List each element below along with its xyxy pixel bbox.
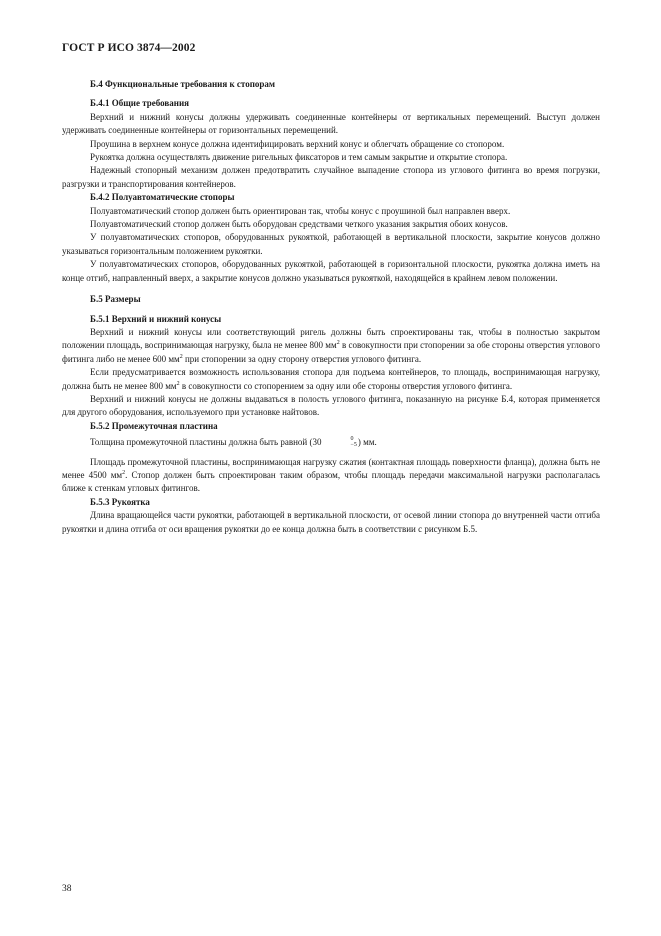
page-number: 38 — [62, 884, 72, 894]
document-body — [62, 78, 600, 536]
section-b51-title: Б.5.1 Верхний и нижний конусы — [90, 313, 222, 324]
paragraph: У полуавтоматических стопоров, оборудованных рукояткой, работающей в горизонтальной плоскости, рукоятка должна иметь на конце отгиб, направленный вверх, а закрытие конусов должно указываться рукояткой, находящейся в крайнем левом положении. — [62, 259, 600, 283]
paragraph: Верхний и нижний конусы или соответствующий ригель должны быть спроектированы так, чтобы в полностью закрытом положении площадь, воспринимающая нагрузку, была не менее 800 $мм^2$ в совокупности при стопорении за обе стороны отверстия углового фитинга либо не менее 600 $мм^2$ при стопорении за одну сторону отверстия углового фитинга. — [62, 326, 600, 364]
document-header: ГОСТ Р ИСО 3874—2002 — [62, 42, 196, 54]
section-b42-title: Б.4.2 Полуавтоматические стопоры — [90, 192, 235, 203]
paragraph: Полуавтоматический стопор должен быть оборудован средствами четкого указания закрытия обоих конусов. — [90, 219, 508, 230]
paragraph: Верхний и нижний конусы должны удерживать соединенные контейнеры от вертикальных перемещений. Выступ должен удерживать соединенные контейнеры от горизонтальных перемещений. — [62, 111, 600, 136]
tolerance: 0 −5 — [350, 436, 357, 449]
section-b4-title: Б.4 Функциональные требования к стопорам — [90, 79, 276, 89]
paragraph: Длина вращающейся части рукоятки, работающей в вертикальной плоскости, от осевой линии стопора до внутренней части отгиба рукоятки и длина отгиба от оси вращения рукоятки до ее конца должна быть в соответствии с рисунком Б.5. — [62, 510, 600, 534]
paragraph: Площадь промежуточной пластины, воспринимающая нагрузку сжатия (контактная площадь поверхности фланца), должна быть не менее 4500 $мм^2$. Стопор должен быть спроектирован таким образом, чтобы площадь передачи максимальной нагрузки располагалась ближе к стенкам угловых фитингов. — [62, 456, 600, 494]
paragraph: Верхний и нижний конусы не должны выдаваться в полость углового фитинга, показанную на рисунке Б.4, которая применяется для другого оборудования, используемого при установке найтовов. — [62, 393, 600, 418]
paragraph: Толщина промежуточной пластины должна быть равной (30 0 −5 ) мм. — [90, 436, 377, 449]
section-b53-title: Б.5.3 Рукоятка — [90, 496, 150, 507]
paragraph: Рукоятка должна осуществлять движение ригельных фиксаторов и тем самым закрытие и открытие стопора. — [90, 152, 508, 163]
section-b5-title: Б.5 Размеры — [90, 294, 141, 305]
paragraph: Надежный стопорный механизм должен предотвратить случайное выпадение стопора из углового фитинга во время погрузки, разгрузки и транспортирования контейнеров. — [62, 165, 600, 189]
paragraph: У полуавтоматических стопоров, оборудованных рукояткой, работающей в вертикальной плоскости, закрытие конусов должно указываться горизонтальным положением рукоятки. — [62, 232, 600, 256]
section-b41-title: Б.4.1 Общие требования — [90, 98, 190, 109]
paragraph: Проушина в верхнем конусе должна идентифицировать верхний конус и облегчать обращение со стопором. — [90, 138, 505, 149]
paragraph: Если предусматривается возможность использования стопора для подъема контейнеров, то площадь, воспринимающая нагрузку, должна быть не менее 800 $мм^2$ в совокупности со стопорением за одну или обе стороны отверстия углового фитинга. — [62, 367, 600, 391]
paragraph: Полуавтоматический стопор должен быть ориентирован так, чтобы конус с проушиной был направлен вверх. — [90, 205, 511, 216]
section-b52-title: Б.5.2 Промежуточная пластина — [90, 420, 218, 431]
